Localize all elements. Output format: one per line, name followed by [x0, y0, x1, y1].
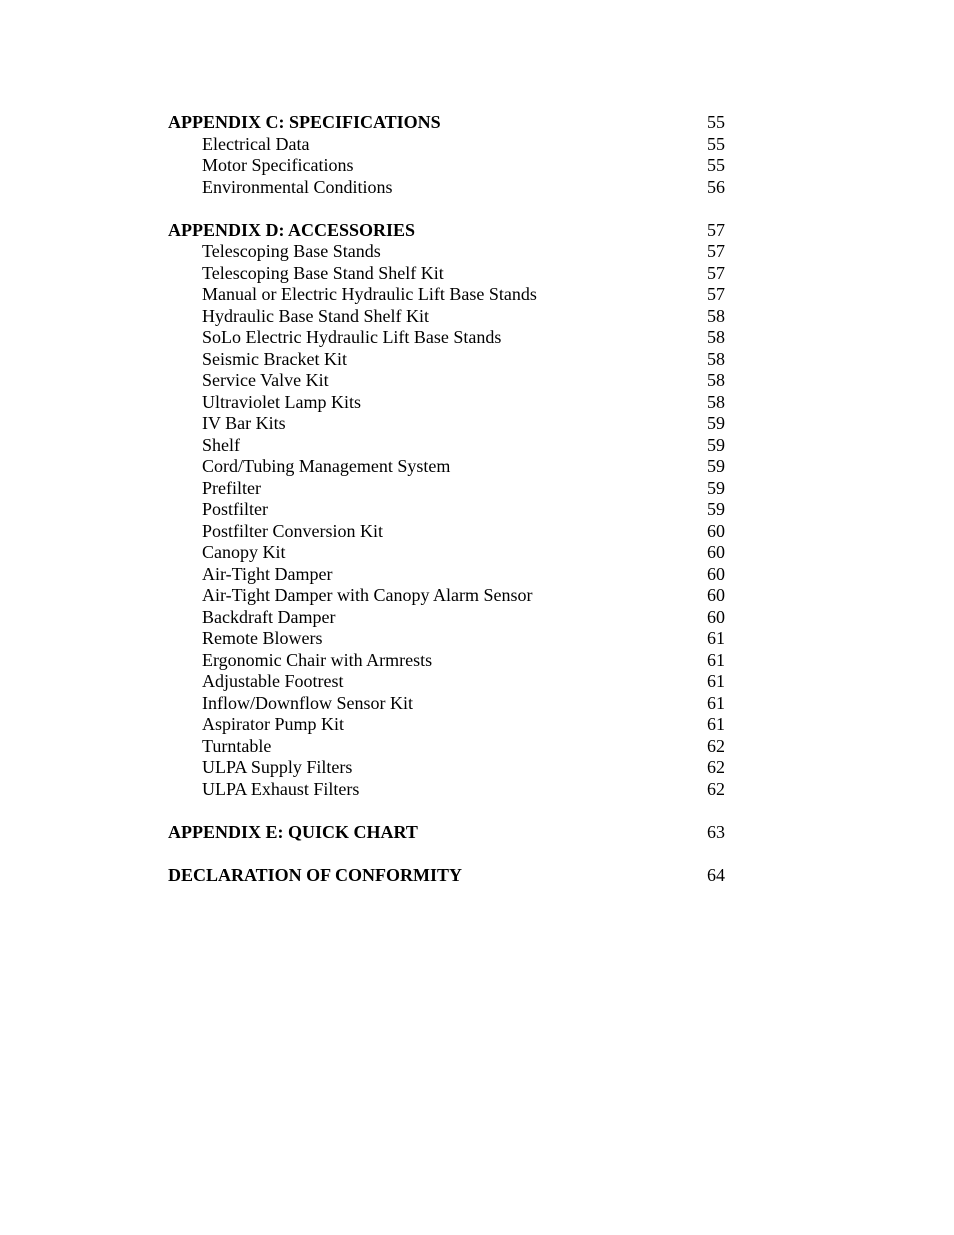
toc-entry-label: Aspirator Pump Kit [202, 714, 344, 734]
toc-page-number: 58 [707, 370, 725, 390]
toc-page-number: 58 [707, 348, 725, 369]
toc-entry-row[interactable] [168, 628, 728, 650]
toc-entry-label: Canopy Kit [202, 542, 286, 562]
toc-entry-row[interactable] [168, 542, 728, 564]
toc-entry-label: IV Bar Kits [202, 413, 286, 433]
toc-section [168, 822, 728, 844]
toc-page-number: 59 [707, 434, 725, 455]
toc-entry-row[interactable] [168, 392, 728, 414]
toc-heading-row[interactable] [168, 220, 728, 242]
toc-page-number: 57 [707, 284, 725, 304]
toc-entry-label: Service Valve Kit [202, 370, 329, 390]
toc-entry-label: Ultraviolet Lamp Kits [202, 391, 361, 412]
toc-page-number: 60 [707, 606, 725, 627]
toc-entry-row[interactable] [168, 671, 728, 693]
toc-entry-row[interactable] [168, 134, 728, 156]
toc-entry-label: Prefilter [202, 477, 261, 498]
toc-page-number: 59 [707, 456, 725, 476]
toc-entry-label: Remote Blowers [202, 628, 323, 648]
toc-entry-label: Postfilter [202, 499, 268, 519]
toc-page-number: 56 [707, 176, 725, 197]
toc-entry-label: Turntable [202, 735, 272, 756]
toc-entry-row[interactable] [168, 370, 728, 392]
toc-entry-row[interactable] [168, 564, 728, 586]
table-of-contents [168, 112, 728, 908]
toc-entry-row[interactable] [168, 327, 728, 349]
toc-entry-row[interactable] [168, 456, 728, 478]
toc-entry-label: Motor Specifications [202, 155, 354, 175]
toc-entry-row[interactable] [168, 779, 728, 801]
toc-page-number: 55 [707, 112, 725, 132]
toc-entry-row[interactable] [168, 607, 728, 629]
toc-entry-row[interactable] [168, 413, 728, 435]
toc-entry-label: ULPA Exhaust Filters [202, 778, 360, 799]
toc-entry-label: Hydraulic Base Stand Shelf Kit [202, 305, 429, 326]
toc-entry-row[interactable] [168, 155, 728, 177]
toc-page-number: 59 [707, 477, 725, 498]
toc-entry-label: Air-Tight Damper with Canopy Alarm Sensor [202, 585, 533, 605]
toc-entry-label: Postfilter Conversion Kit [202, 520, 383, 541]
toc-entry-row[interactable] [168, 284, 728, 306]
toc-heading-title: APPENDIX E: QUICK CHART [168, 821, 418, 842]
toc-page-number: 58 [707, 305, 725, 326]
toc-page-number: 58 [707, 327, 725, 347]
toc-entry-label: Inflow/Downflow Sensor Kit [202, 692, 413, 713]
toc-entry-row[interactable] [168, 306, 728, 328]
toc-heading-title: DECLARATION OF CONFORMITY [168, 864, 463, 885]
toc-entry-row[interactable] [168, 349, 728, 371]
toc-page-number: 62 [707, 757, 725, 777]
toc-entry-label: ULPA Supply Filters [202, 757, 353, 777]
toc-page-number: 61 [707, 649, 725, 670]
toc-entry-label: Adjustable Footrest [202, 671, 344, 691]
toc-entry-label: Cord/Tubing Management System [202, 456, 451, 476]
toc-section [168, 865, 728, 887]
toc-entry-label: Environmental Conditions [202, 176, 393, 197]
toc-entry-label: Backdraft Damper [202, 606, 336, 627]
toc-page-number: 58 [707, 391, 725, 412]
toc-entry-label: Seismic Bracket Kit [202, 348, 347, 369]
toc-entry-row[interactable] [168, 177, 728, 199]
toc-entry-row[interactable] [168, 693, 728, 715]
toc-heading-title: APPENDIX C: SPECIFICATIONS [168, 112, 441, 132]
toc-entry-label: SoLo Electric Hydraulic Lift Base Stands [202, 327, 502, 347]
toc-entry-label: Air-Tight Damper [202, 563, 333, 584]
toc-entry-label: Manual or Electric Hydraulic Lift Base Stands [202, 284, 537, 304]
toc-page-number: 61 [707, 628, 725, 648]
toc-page-number: 61 [707, 671, 725, 691]
toc-entry-row[interactable] [168, 241, 728, 263]
toc-page-number: 62 [707, 735, 725, 756]
toc-heading-row[interactable] [168, 822, 728, 844]
toc-page-number: 57 [707, 262, 725, 283]
toc-entry-label: Shelf [202, 434, 240, 455]
toc-page-number: 61 [707, 714, 725, 734]
toc-page-number: 62 [707, 778, 725, 799]
toc-page-number: 60 [707, 563, 725, 584]
toc-entry-row[interactable] [168, 757, 728, 779]
toc-page-number: 55 [707, 155, 725, 175]
toc-entry-label: Electrical Data [202, 133, 310, 154]
toc-page-number: 60 [707, 585, 725, 605]
toc-page-number: 59 [707, 413, 725, 433]
toc-entry-row[interactable] [168, 263, 728, 285]
toc-page-number: 63 [707, 821, 725, 842]
toc-section [168, 112, 728, 198]
toc-page-number: 60 [707, 520, 725, 541]
toc-page-number: 57 [707, 219, 725, 240]
toc-page-number: 61 [707, 692, 725, 713]
toc-entry-label: Ergonomic Chair with Armrests [202, 649, 433, 670]
toc-heading-title: APPENDIX D: ACCESSORIES [168, 219, 416, 240]
toc-entry-row[interactable] [168, 736, 728, 758]
toc-entry-row[interactable] [168, 585, 728, 607]
toc-entry-row[interactable] [168, 499, 728, 521]
toc-heading-row[interactable] [168, 112, 728, 134]
toc-page-number: 60 [707, 542, 725, 562]
toc-section [168, 220, 728, 801]
toc-page-number: 64 [707, 864, 725, 885]
toc-page-number: 59 [707, 499, 725, 519]
toc-entry-row[interactable] [168, 650, 728, 672]
toc-entry-row[interactable] [168, 714, 728, 736]
toc-heading-row[interactable] [168, 865, 728, 887]
toc-page-number: 57 [707, 241, 725, 261]
toc-page-number: 55 [707, 133, 725, 154]
toc-entry-row[interactable] [168, 521, 728, 543]
toc-entry-row[interactable] [168, 478, 728, 500]
toc-entry-label: Telescoping Base Stands [202, 241, 381, 261]
toc-entry-row[interactable] [168, 435, 728, 457]
toc-entry-label: Telescoping Base Stand Shelf Kit [202, 262, 444, 283]
